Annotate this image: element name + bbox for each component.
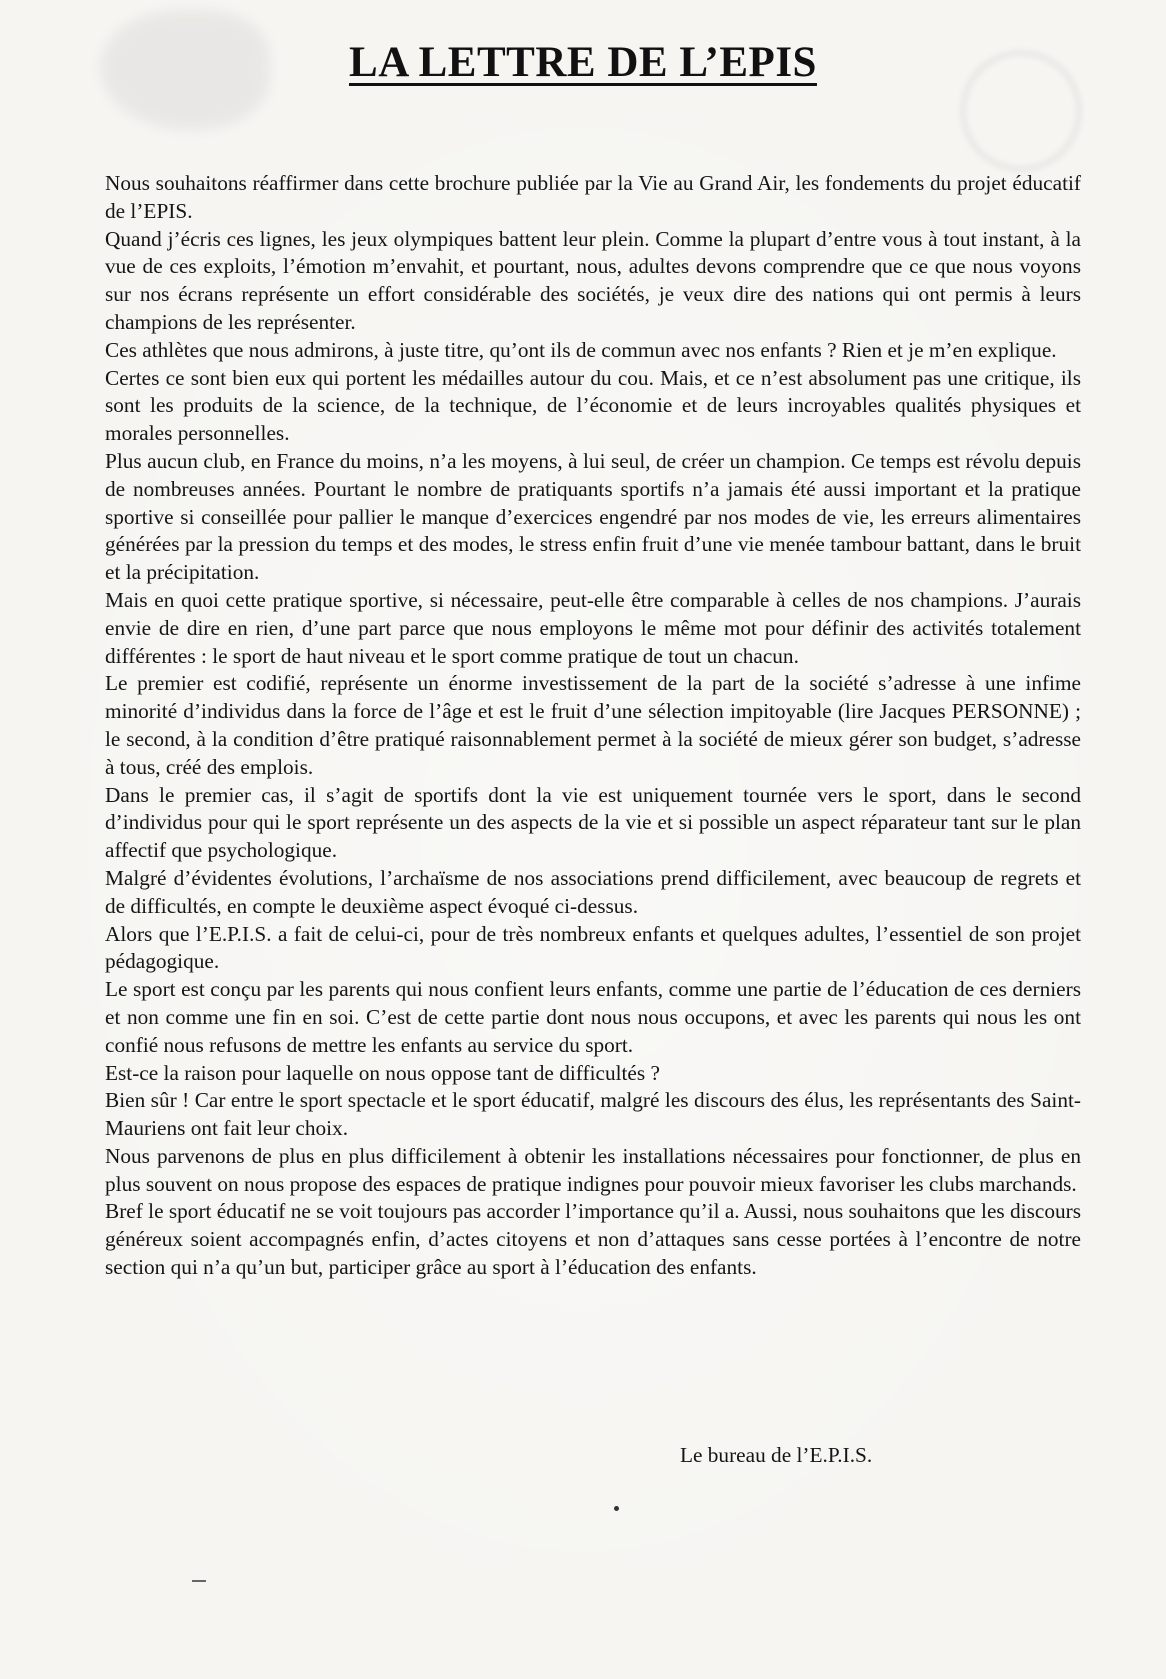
document-title: LA LETTRE DE L’EPIS: [349, 39, 817, 86]
paragraph: Bien sûr ! Car entre le sport spectacle et le sport éducatif, malgré les discours des élus, les représentants des Saint-Mauriens ont fait leur choix.: [105, 1088, 1081, 1141]
paragraph: Nous souhaitons réaffirmer dans cette brochure publiée par la Vie au Grand Air, les fondements du projet éducatif de l’EPIS.: [105, 171, 1081, 223]
paragraph: Nous parvenons de plus en plus difficilement à obtenir les installations nécessaires pour fonctionner, de plus en plus souvent on nous propose des espaces de pratique indignes pour pouvoir mieux favoriser les clubs marchands.: [105, 1143, 1081, 1196]
signature: Le bureau de l’E.P.I.S.: [680, 1443, 873, 1467]
paragraph: Bref le sport éducatif ne se voit toujours pas accorder l’importance qu’il a. Aussi, nous souhaitons que les discours généreux soient accompagnés enfin, d’actes citoyens et non d’attaques sans cesse portées à l’encontre de notre section qui n’a qu’un but, participer grâce au sport à l’éducation des enfants.: [105, 1199, 1081, 1280]
scan-dash: [192, 1580, 206, 1582]
paragraph: Alors que l’E.P.I.S. a fait de celui-ci, pour de très nombreux enfants et quelques adultes, l’essentiel de son projet pédagogique.: [105, 921, 1081, 974]
paragraph: Malgré d’évidentes évolutions, l’archaïsme de nos associations prend difficilement, avec beaucoup de regrets et de difficultés, en compte le deuxième aspect évoqué ci-dessus.: [105, 865, 1081, 918]
paragraph: Quand j’écris ces lignes, les jeux olympiques battent leur plein. Comme la plupart d’entre vous à tout instant, à la vue de ces exploits, l’émotion m’envahit, et pourtant, nous, adultes devons comprendre que ce que nous voyons sur nos écrans représente un effort considérable des sociétés, je veux dire des nations qui ont permis à leurs champions de les représenter.: [105, 226, 1081, 334]
letter-body: [105, 170, 1081, 1282]
paragraph: Ces athlètes que nous admirons, à juste titre, qu’ont ils de commun avec nos enfants ? Rien et je m’en explique.: [105, 337, 1057, 362]
paragraph: Est-ce la raison pour laquelle on nous oppose tant de difficultés ?: [105, 1060, 660, 1085]
paragraph: Mais en quoi cette pratique sportive, si nécessaire, peut-elle être comparable à celles de nos champions. J’aurais envie de dire en rien, d’une part parce que nous employons le même mot pour définir des activités totalement différentes : le sport de haut niveau et le sport comme pratique de tout un chacun.: [105, 587, 1081, 668]
scan-dot: [614, 1506, 619, 1511]
paragraph: Le premier est codifié, représente un énorme investissement de la part de la société s’adresse à une infime minorité d’individus dans la force de l’âge et est le fruit d’une sélection impitoyable (lire Jacques PERSONNE) ; le second, à la condition d’être pratiqué raisonnablement permet à la société de mieux gérer son budget, s’adresse à tous, créé des emplois.: [105, 671, 1081, 779]
paragraph: Dans le premier cas, il s’agit de sportifs dont la vie est uniquement tournée vers le sport, dans le second d’individus pour qui le sport représente un des aspects de la vie et si possible un aspect réparateur tant sur le plan affectif que psychologique.: [105, 782, 1081, 863]
paragraph: Certes ce sont bien eux qui portent les médailles autour du cou. Mais, et ce n’est absolument pas une critique, ils sont les produits de la science, de la technique, de l’économie et de leurs incroyables qualités physiques et morales personnelles.: [105, 365, 1081, 446]
paragraph: Le sport est conçu par les parents qui nous confient leurs enfants, comme une partie de l’éducation de ces derniers et non comme une fin en soi. C’est de cette partie dont nous nous occupons, et avec les parents qui nous les ont confié nous refusons de mettre les enfants au service du sport.: [105, 977, 1081, 1057]
paragraph: Plus aucun club, en France du moins, n’a les moyens, à lui seul, de créer un champion. Ce temps est révolu depuis de nombreuses années. Pourtant le nombre de pratiquants sportifs n’a jamais été aussi important et la pratique sportive si conseillée pour pallier le manque d’exercices engendré par nos modes de vie, les erreurs alimentaires générées par la pression du temps et des modes, le stress enfin fruit d’une vie menée tambour battant, dans le bruit et la précipitation.: [105, 448, 1081, 585]
